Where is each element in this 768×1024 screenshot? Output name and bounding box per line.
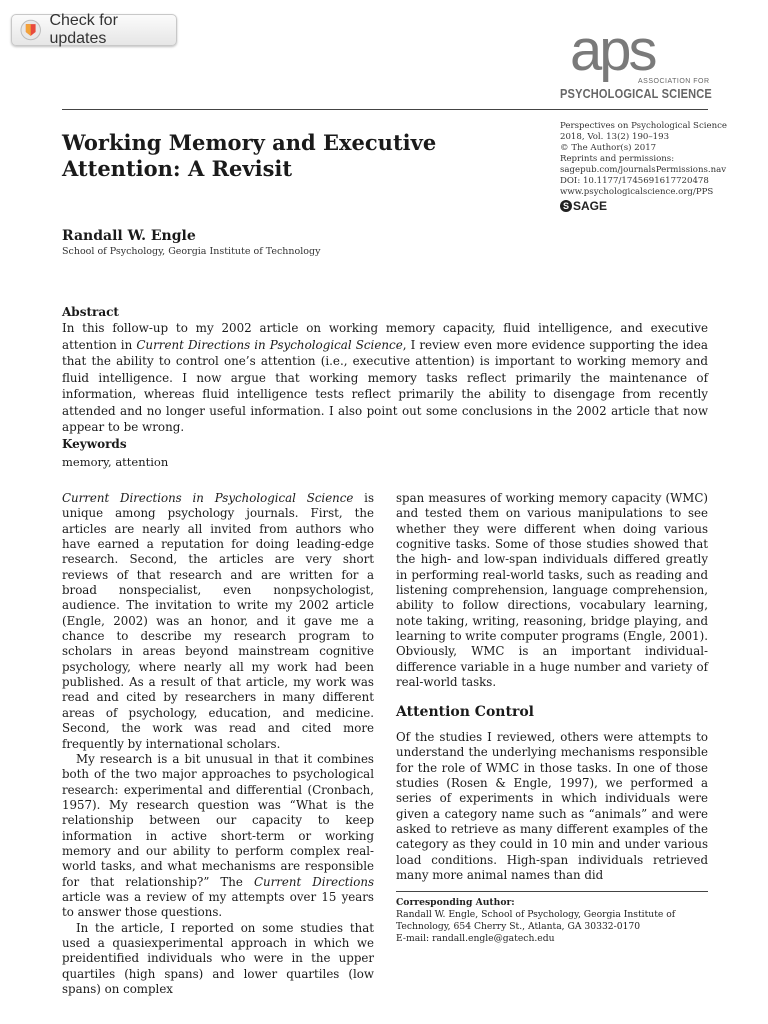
section-heading-attention-control: Attention Control: [396, 704, 534, 720]
abstract-part-1: In this follow-up to my 2002 article on working memory capacity, fluid intelligence, and executive attention in: [62, 321, 708, 352]
left-p2-text-a: My research is a bit unusual in that it combines both of the two major approaches to psychological research: experimental and differential (Cronbach, 1957). My research question was “What is the relationship between our capacity to keep information in active short-term or working memory and our ability to perform complex real-world tasks, and what mechanisms are responsible for that relationship?” The: [62, 751, 374, 889]
abstract-journal-name: Current Directions in Psychological Science: [136, 337, 403, 352]
meta-volume: 2018, Vol. 13(2) 190–193: [560, 132, 670, 142]
check-for-updates-button[interactable]: [11, 14, 177, 46]
keywords-heading: Keywords: [62, 437, 127, 451]
meta-reprints: Reprints and permissions:: [560, 154, 675, 164]
title-line-2: Attention: A Revisit: [62, 156, 293, 181]
body-left-column: [62, 491, 374, 997]
aps-logo-line1: ASSOCIATION FOR: [638, 78, 710, 85]
corresponding-heading: Corresponding Author:: [396, 897, 515, 908]
meta-website[interactable]: www.psychologicalscience.org/PPS: [560, 187, 714, 197]
check-for-updates-label: Check for updates: [49, 12, 118, 47]
left-paragraph-3: In the article, I reported on some studies that used a quasiexperimental approach in which we preidentified individuals who were in the upper quartiles (high spans) and lower quartiles (low spans) on complex: [62, 920, 374, 996]
footnote-rule: [396, 891, 708, 892]
right-paragraph-1: span measures of working memory capacity (WMC) and tested them on various manipulations to see whether they were different when doing various cognitive tasks. Some of those studies showed that the high- and low-span individuals differed greatly in performing real-world tasks, such as reading and listening comprehension, language comprehension, ability to follow directions, vocabulary learning, note taking, writing, reasoning, bridge playing, and learning to write computer programs (Engle, 2001). Obviously, WMC is an important individual-difference variable in a huge number and variety of real-world tasks.: [396, 491, 708, 690]
title-line-1: Working Memory and Executive: [62, 130, 437, 155]
corresponding-email[interactable]: E-mail: randall.engle@gatech.edu: [396, 933, 555, 944]
corresponding-line-1: Randall W. Engle, School of Psychology, Georgia Institute of: [396, 909, 676, 920]
keywords-text: memory, attention: [62, 455, 169, 469]
article-title: [62, 130, 482, 182]
sage-logo: [560, 200, 730, 212]
meta-copyright: © The Author(s) 2017: [560, 143, 657, 153]
right-paragraph-2: Of the studies I reviewed, others were attempts to understand the underlying mechanisms responsible for the role of WMC in those tasks. In one of those studies (Rosen & Engle, 1997), we performed a series of experiments in which individuals were given a category name such as “animals” and were asked to retrieve as many different examples of the category as they could in 10 min and under various load conditions. High-span individuals retrieved many more animal names than did: [396, 730, 708, 883]
left-paragraph-2: [62, 752, 374, 921]
abstract-heading: Abstract: [62, 305, 119, 319]
corresponding-author: [396, 897, 708, 945]
body-right-column-top: [396, 491, 708, 690]
meta-journal: Perspectives on Psychological Science: [560, 121, 728, 131]
aps-logo: [560, 18, 712, 104]
corresponding-line-2: Technology, 654 Cherry St., Atlanta, GA 30332-0170: [396, 921, 641, 932]
left-p1-text: is unique among psychology journals. First, the articles are nearly all invited from authors who have earned a reputation for doing leading-edge research. Second, the articles are very short reviews of that research and are written for a broad nonspecialist, even nonpsychologist, audience. The invitation to write my 2002 article (Engle, 2002) was an honor, and it gave me a chance to describe my research program to scholars in areas beyond mainstream cognitive psychology, where nearly all my work had been published. As a result of that article, my work was read and cited by researchers in many different areas of psychology, education, and medicine. Second, the work was read and cited more frequently by international scholars.: [62, 491, 374, 751]
abstract-text: [62, 320, 708, 436]
abstract-part-2: , I review even more evidence supporting the idea that the ability to control one’s attention (i.e., executive attention) is important to working memory and fluid intelligence. I now argue that working memory tasks reflect primarily the maintenance of information, whereas fluid intelligence tests reflect primarily the ability to disengage from recently attended and no longer useful information. I also point out some conclusions in the 2002 article that now appear to be wrong.: [62, 337, 708, 434]
meta-doi[interactable]: DOI: 10.1177/1745691617720478: [560, 176, 709, 186]
crossmark-icon: [20, 19, 41, 41]
body-right-column-bottom: [396, 730, 708, 883]
header-rule: [62, 109, 708, 110]
left-p2-journal: Current Directions: [253, 874, 374, 889]
journal-meta: [560, 121, 730, 212]
meta-permissions-link[interactable]: sagepub.com/journalsPermissions.nav: [560, 165, 727, 175]
left-p1-journal: Current Directions in Psychological Science: [62, 491, 354, 505]
sage-icon: S: [560, 200, 572, 212]
left-p2-text-b: article was a review of my attempts over 15 years to answer those questions.: [62, 889, 374, 920]
author-affiliation: School of Psychology, Georgia Institute of Technology: [62, 246, 321, 257]
aps-logo-word: aps: [570, 18, 655, 83]
author-name: Randall W. Engle: [62, 228, 196, 244]
left-paragraph-1: [62, 491, 374, 752]
sage-label: SAGE: [573, 198, 608, 213]
aps-logo-line2: PSYCHOLOGICAL SCIENCE: [560, 86, 712, 101]
